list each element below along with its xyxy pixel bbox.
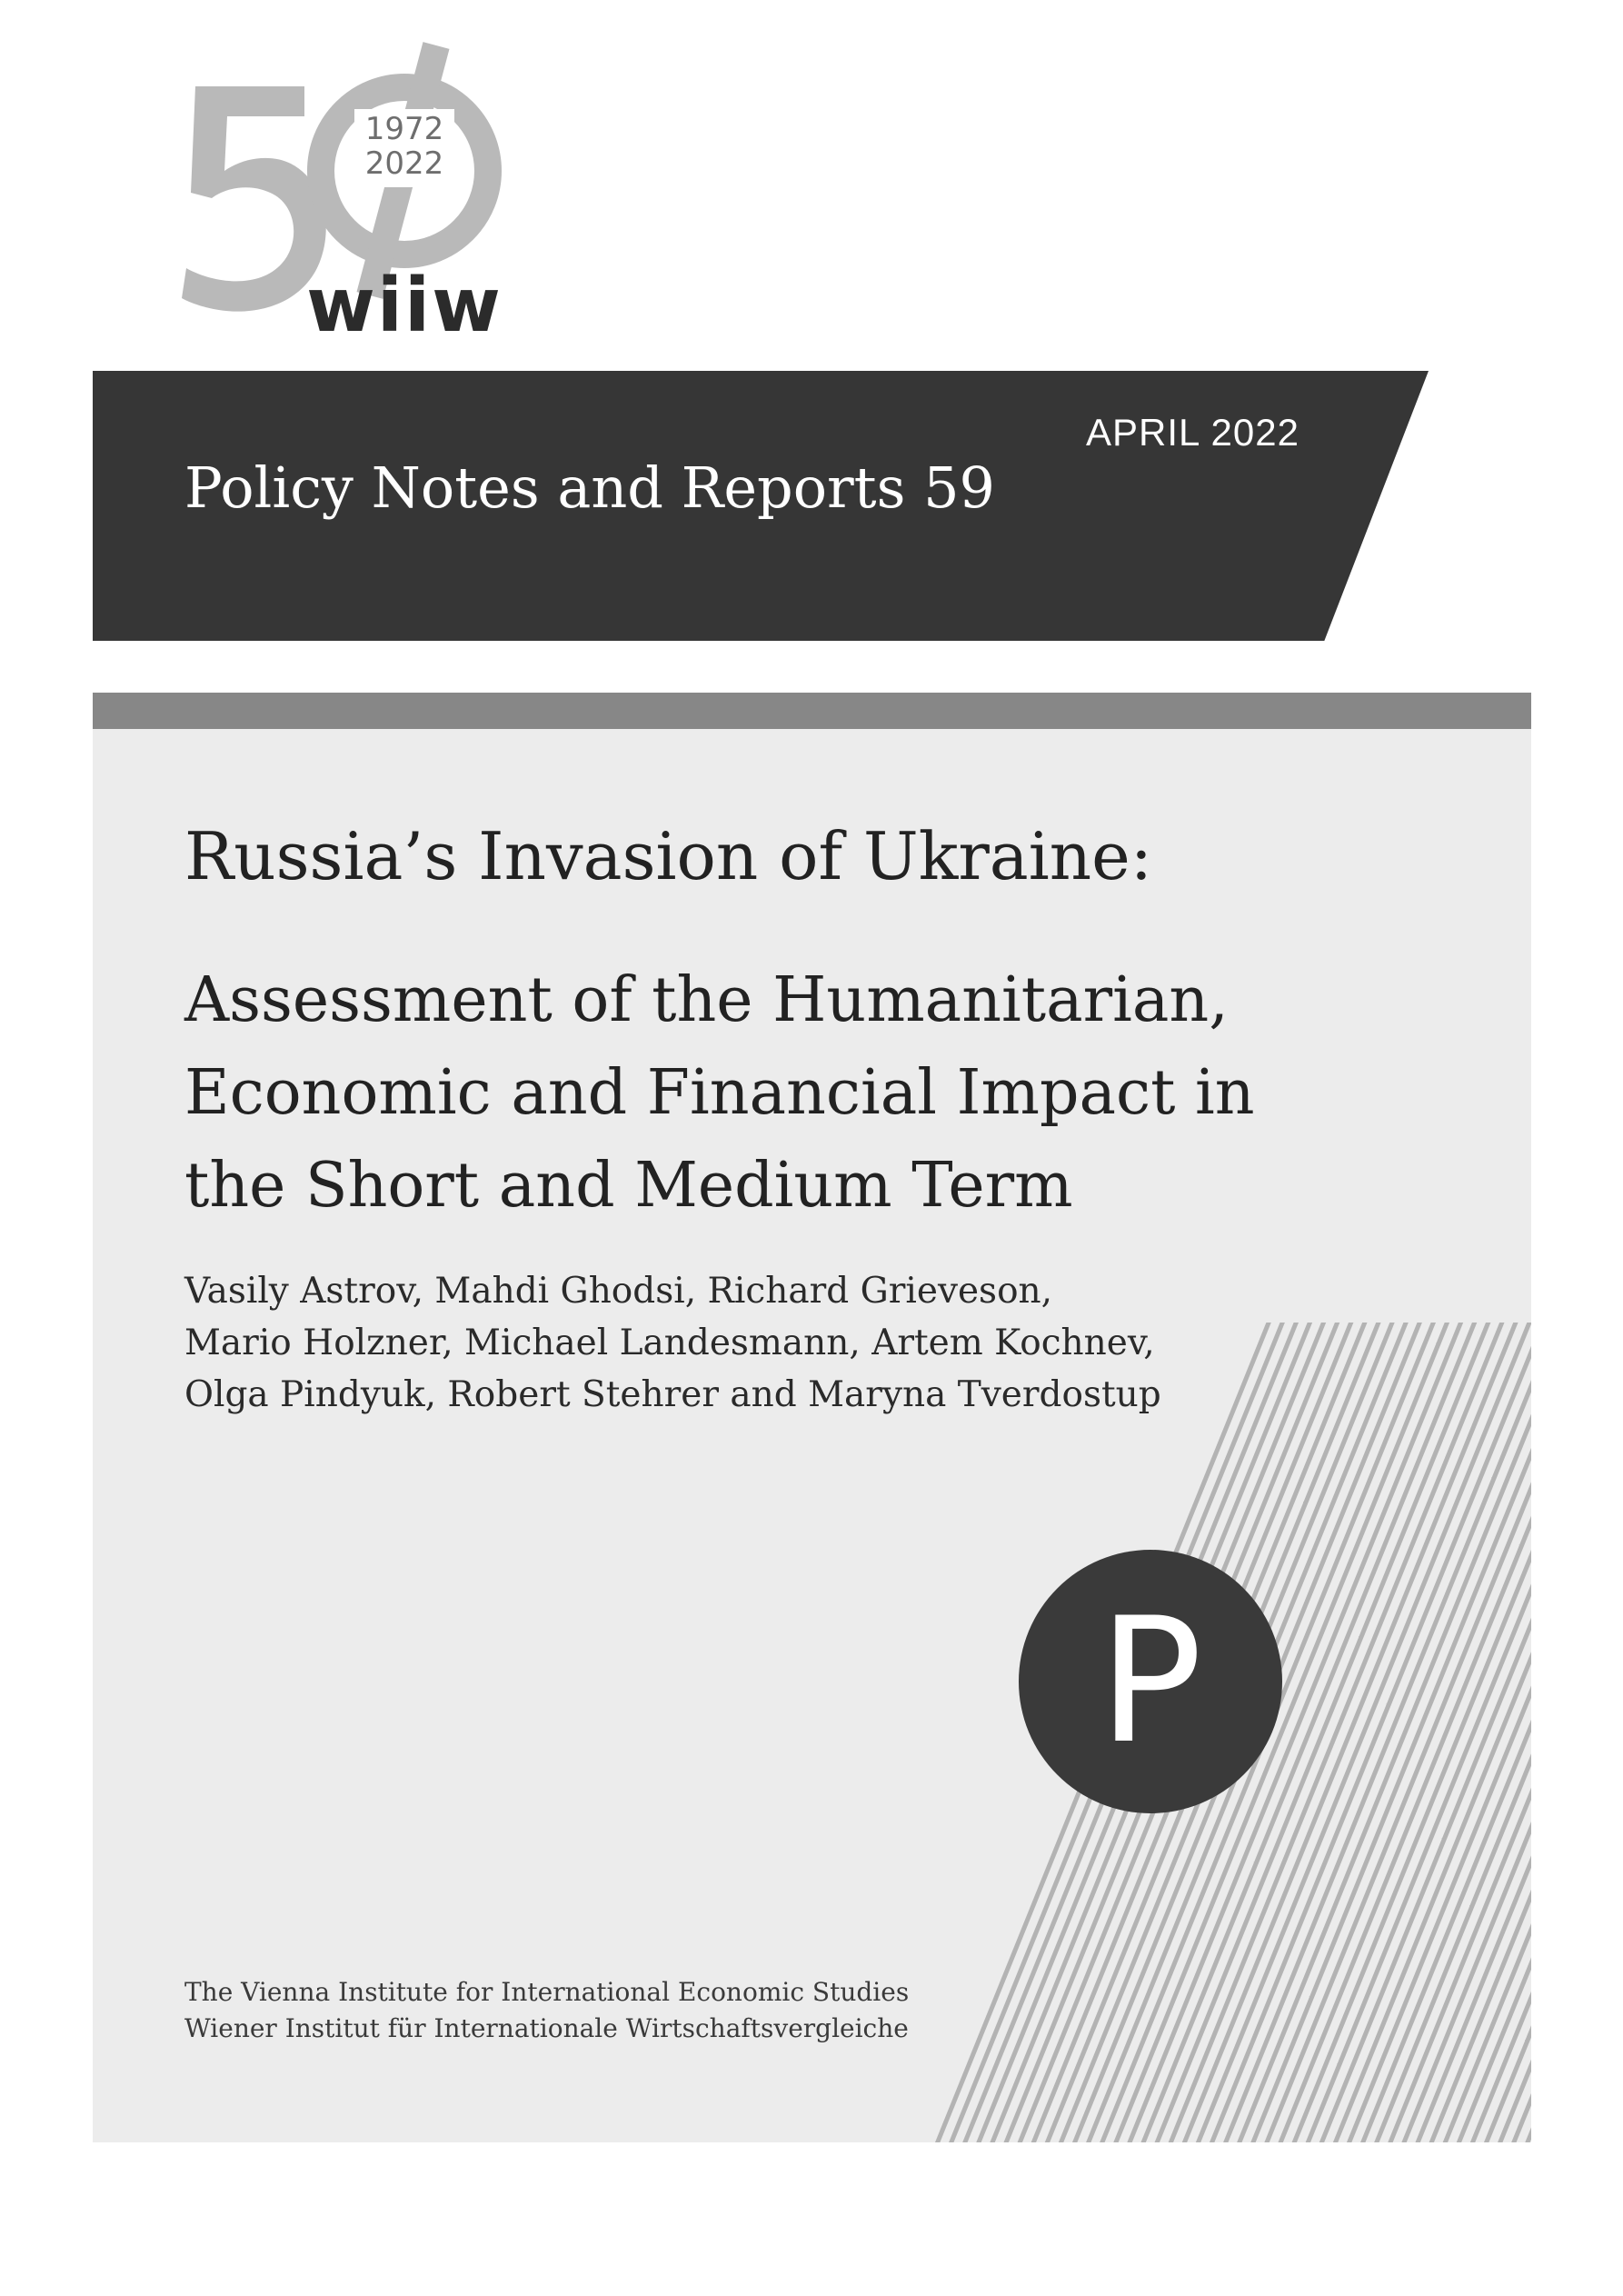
policy-notes-badge: P bbox=[1019, 1550, 1282, 1813]
author-line: Olga Pindyuk, Robert Stehrer and Maryna Tverdostup bbox=[184, 1374, 1161, 1415]
institute-name bbox=[184, 1974, 909, 2047]
subtitle-line: Assessment of the Humanitarian, bbox=[184, 964, 1229, 1036]
series-title: Policy Notes and Reports 59 bbox=[184, 454, 996, 521]
logo-year-end: 2022 bbox=[364, 145, 444, 182]
cover-panel bbox=[93, 729, 1531, 2142]
report-subtitle bbox=[184, 954, 1255, 1233]
wiiw-logo bbox=[177, 36, 523, 349]
institute-name-de: Wiener Institut für Internationale Wirtschaftsvergleiche bbox=[184, 2013, 909, 2043]
author-list bbox=[184, 1265, 1161, 1421]
institute-name-en: The Vienna Institute for International Economic Studies bbox=[184, 1977, 910, 2007]
logo-wordmark: wiiw bbox=[306, 263, 503, 349]
author-line: Vasily Astrov, Mahdi Ghodsi, Richard Grieveson, bbox=[184, 1271, 1053, 1312]
panel-top-bar bbox=[93, 693, 1531, 729]
author-line: Mario Holzner, Michael Landesmann, Artem Kochnev, bbox=[184, 1323, 1155, 1363]
logo-year-start: 1972 bbox=[364, 111, 444, 147]
striped-corner-decoration bbox=[93, 729, 1531, 2142]
subtitle-line: the Short and Medium Term bbox=[184, 1150, 1073, 1222]
subtitle-line: Economic and Financial Impact in bbox=[184, 1057, 1255, 1129]
report-title: Russia’s Invasion of Ukraine: bbox=[184, 818, 1152, 894]
publication-date: APRIL 2022 bbox=[1086, 411, 1299, 454]
